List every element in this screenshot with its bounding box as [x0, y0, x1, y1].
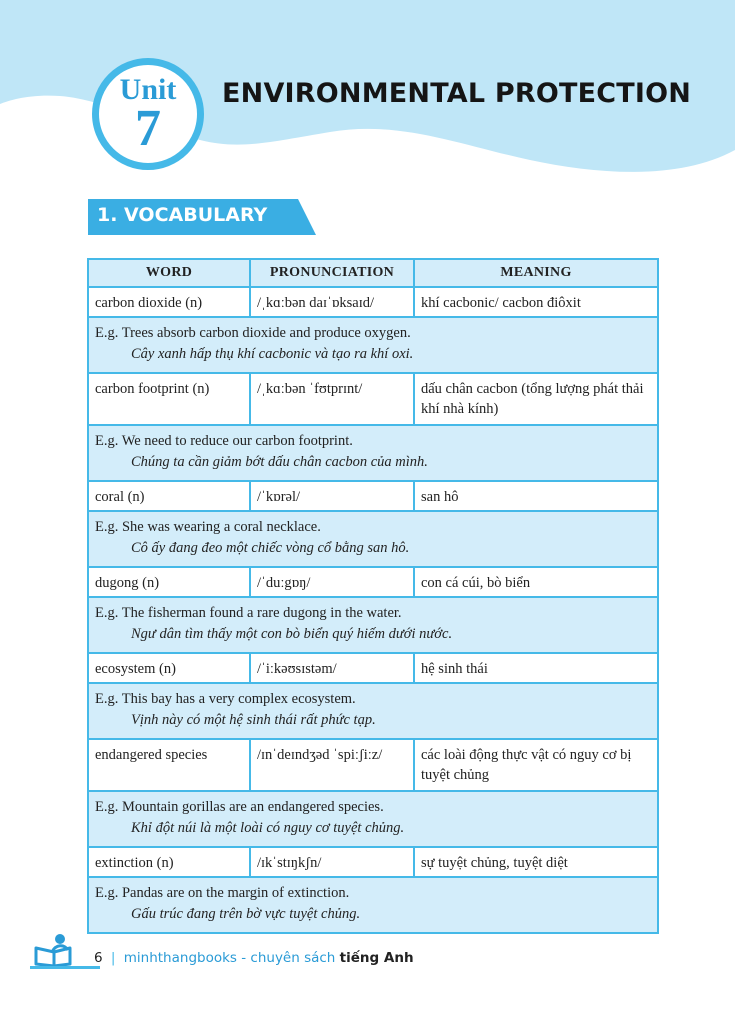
word-cell: extinction (n) [88, 847, 250, 877]
meaning-cell: dấu chân cacbon (tổng lượng phát thải khí nhà kính) [414, 373, 658, 425]
example-cell [88, 877, 658, 933]
example-vietnamese: Ngư dân tìm thấy một con bò biển quý hiếm dưới nước. [131, 626, 453, 642]
meaning-cell: san hô [414, 481, 658, 511]
unit-number: 7 [135, 100, 161, 157]
pronunciation-cell: /ɪkˈstɪŋkʃn/ [250, 847, 414, 877]
vocab-word-row [88, 373, 658, 425]
example-cell [88, 425, 658, 481]
footer-brand: minhthangbooks - chuyên sách [123, 950, 336, 966]
example-english: E.g. Pandas are on the margin of extinction. [95, 885, 350, 901]
meaning-cell: sự tuyệt chủng, tuyệt diệt [414, 847, 658, 877]
meaning-cell: hệ sinh thái [414, 653, 658, 683]
word-cell: carbon dioxide (n) [88, 287, 250, 317]
meaning-cell: khí cacbonic/ cacbon điôxit [414, 287, 658, 317]
vocab-word-row [88, 653, 658, 683]
vocab-word-row [88, 567, 658, 597]
example-vietnamese: Cây xanh hấp thụ khí cacbonic và tạo ra khí oxi. [131, 346, 414, 362]
example-cell [88, 597, 658, 653]
example-row [88, 791, 658, 847]
unit-title: ENVIRONMENTAL PROTECTION [222, 78, 692, 109]
example-cell [88, 317, 658, 373]
pronunciation-cell: /ɪnˈdeɪndʒəd ˈspiːʃiːz/ [250, 739, 414, 791]
example-english: E.g. The fisherman found a rare dugong in the water. [95, 605, 402, 621]
example-english: E.g. Mountain gorillas are an endangered species. [95, 799, 384, 815]
example-english: E.g. Trees absorb carbon dioxide and produce oxygen. [95, 325, 411, 341]
example-cell [88, 511, 658, 567]
word-cell: carbon footprint (n) [88, 373, 250, 425]
vocab-word-row [88, 481, 658, 511]
example-row [88, 597, 658, 653]
example-english: E.g. She was wearing a coral necklace. [95, 519, 321, 535]
table-header-row [88, 259, 658, 287]
word-cell: dugong (n) [88, 567, 250, 597]
pronunciation-cell: /ˈkɒrəl/ [250, 481, 414, 511]
example-vietnamese: Vịnh này có một hệ sinh thái rất phức tạp. [131, 712, 376, 728]
pronunciation-cell: /ˌkɑːbən ˈfʊtprɪnt/ [250, 373, 414, 425]
pronunciation-cell: /ˈiːkəʊsɪstəm/ [250, 653, 414, 683]
unit-badge [92, 58, 204, 170]
vocab-word-row [88, 847, 658, 877]
example-row [88, 683, 658, 739]
vocab-word-row [88, 739, 658, 791]
example-english: E.g. This bay has a very complex ecosystem. [95, 691, 356, 707]
meaning-cell: các loài động thực vật có nguy cơ bị tuyệt chủng [414, 739, 658, 791]
example-vietnamese: Cô ấy đang đeo một chiếc vòng cổ bằng san hô. [131, 540, 410, 556]
example-row [88, 317, 658, 373]
vocabulary-table [87, 258, 659, 934]
word-cell: coral (n) [88, 481, 250, 511]
word-cell: endangered species [88, 739, 250, 791]
footer-brand-emphasis: tiếng Anh [339, 950, 414, 966]
example-row [88, 425, 658, 481]
example-cell [88, 791, 658, 847]
example-english: E.g. We need to reduce our carbon footprint. [95, 433, 353, 449]
section-title: 1. VOCABULARY [97, 204, 268, 226]
example-vietnamese: Gấu trúc đang trên bờ vực tuyệt chủng. [131, 906, 361, 922]
pronunciation-cell: /ˈduːgɒŋ/ [250, 567, 414, 597]
footer [94, 950, 414, 966]
example-cell [88, 683, 658, 739]
unit-label: Unit [119, 73, 177, 106]
reading-book-icon [30, 930, 86, 970]
page-number: 6 [94, 950, 103, 966]
vocab-word-row [88, 287, 658, 317]
example-row [88, 877, 658, 933]
header-pronunciation: PRONUNCIATION [250, 259, 414, 287]
meaning-cell: con cá cúi, bò biển [414, 567, 658, 597]
footer-separator: | [110, 950, 116, 966]
example-row [88, 511, 658, 567]
pronunciation-cell: /ˌkɑːbən daɪˈɒksaɪd/ [250, 287, 414, 317]
header-meaning: MEANING [414, 259, 658, 287]
example-vietnamese: Khỉ đột núi là một loài có nguy cơ tuyệt chủng. [131, 820, 405, 836]
footer-rule [30, 966, 100, 969]
word-cell: ecosystem (n) [88, 653, 250, 683]
example-vietnamese: Chúng ta cần giảm bớt dấu chân cacbon của mình. [131, 454, 428, 470]
header-word: WORD [88, 259, 250, 287]
